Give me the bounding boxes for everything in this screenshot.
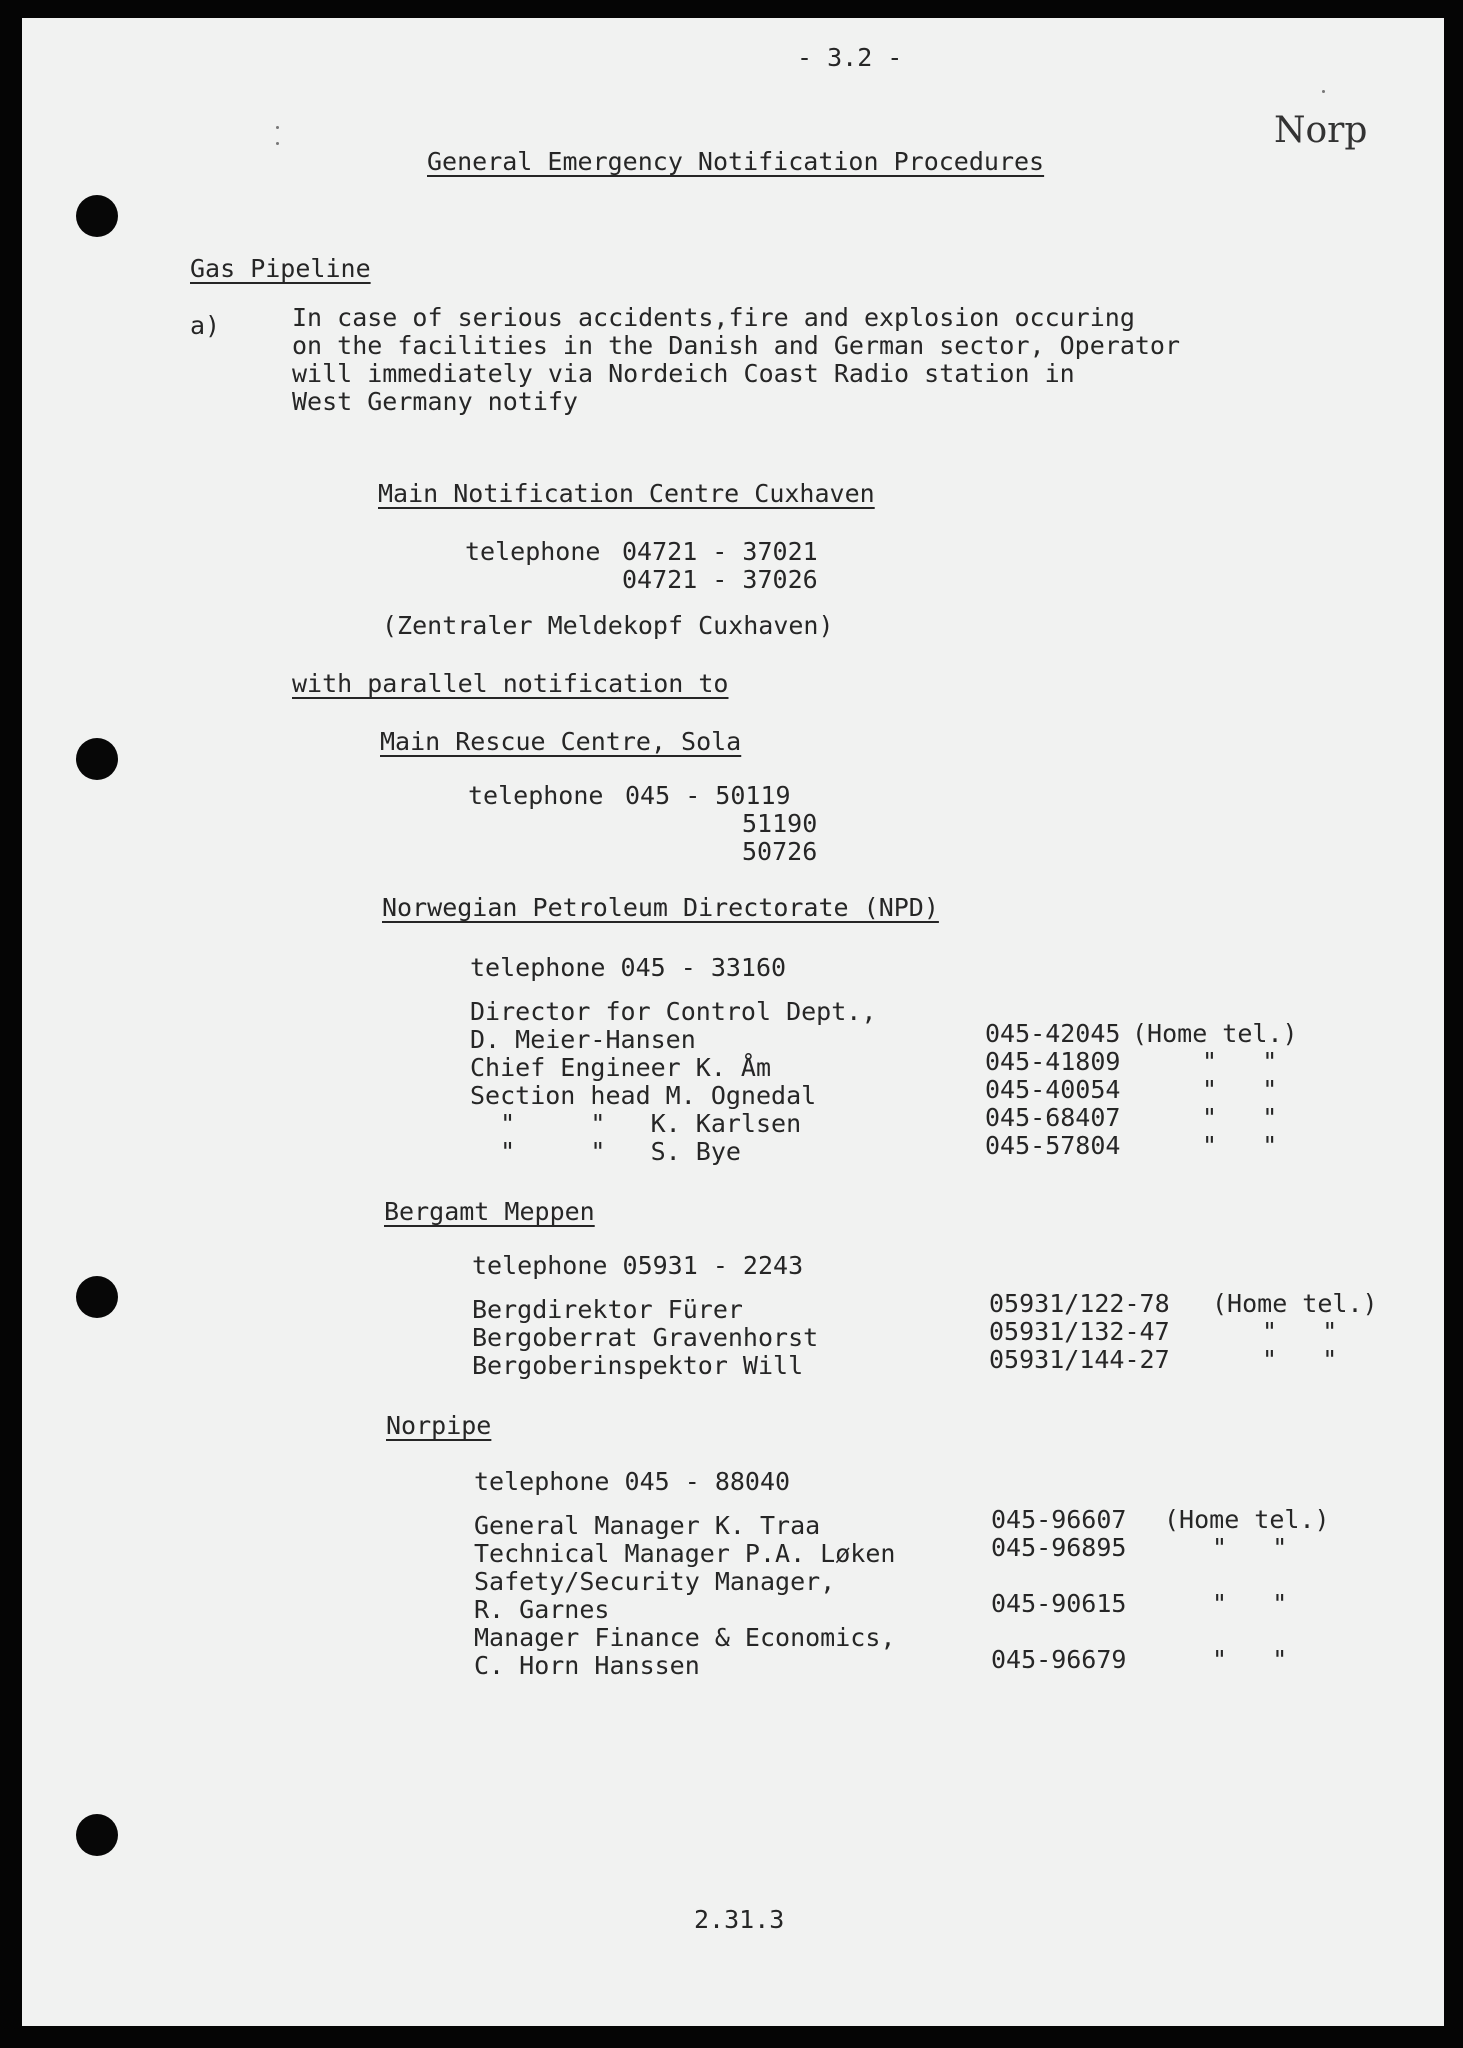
contact-note: (Home tel.) <box>1212 1289 1378 1318</box>
contact-number: 05931/144-27 <box>989 1345 1170 1374</box>
norpipe-phone-line: telephone 045 - 88040 <box>474 1467 791 1496</box>
contact-name: C. Horn Hanssen <box>474 1651 700 1680</box>
contact-number: 045-96607 <box>991 1505 1127 1534</box>
contact-number: 045-41809 <box>985 1047 1121 1076</box>
main-centre-phone-2: 04721 - 37026 <box>622 565 818 594</box>
punch-hole-2 <box>76 738 118 780</box>
bergamt-phone-line: telephone 05931 - 2243 <box>472 1251 804 1280</box>
intro-line: In case of serious accidents,fire and explosion occuring <box>292 303 1135 332</box>
rescue-heading: Main Rescue Centre, Sola <box>380 727 742 756</box>
intro-line: on the facilities in the Danish and German sector, Operator <box>292 331 1181 360</box>
contact-number: 045-57804 <box>985 1131 1121 1160</box>
main-centre-heading: Main Notification Centre Cuxhaven <box>378 479 875 508</box>
document-page <box>22 18 1444 2026</box>
contact-number: 045-40054 <box>985 1075 1121 1104</box>
punch-hole-3 <box>76 1276 118 1318</box>
contact-number: 05931/132-47 <box>989 1317 1170 1346</box>
contact-number: 045-42045 <box>985 1019 1121 1048</box>
contact-number: 045-96895 <box>991 1533 1127 1562</box>
contact-name: Bergoberrat Gravenhorst <box>472 1323 819 1352</box>
main-centre-phone-label: telephone <box>465 537 601 566</box>
contact-note: (Home tel.) <box>1164 1505 1330 1534</box>
main-centre-german-name: (Zentraler Meldekopf Cuxhaven) <box>382 611 834 640</box>
contact-note: " " <box>1212 1533 1288 1562</box>
contact-note: " " <box>1202 1047 1278 1076</box>
contact-name: D. Meier-Hansen <box>470 1025 696 1054</box>
contact-note: " " <box>1202 1075 1278 1104</box>
speck-mark <box>1322 90 1325 93</box>
contact-name: " " K. Karlsen <box>470 1109 802 1138</box>
intro-line: will immediately via Nordeich Coast Radio station in <box>292 359 1075 388</box>
contact-name: " " S. Bye <box>470 1137 741 1166</box>
punch-hole-1 <box>76 195 118 237</box>
section-heading: Gas Pipeline <box>190 254 371 283</box>
item-label: a) <box>190 311 221 340</box>
punch-hole-4 <box>76 1814 118 1856</box>
speck-mark <box>276 126 279 129</box>
contact-number: 045-96679 <box>991 1645 1127 1674</box>
contact-name: Bergdirektor Fürer <box>472 1295 743 1324</box>
speck-mark <box>276 142 279 145</box>
page-title: General Emergency Notification Procedures <box>427 147 1045 176</box>
contact-note: " " <box>1202 1131 1278 1160</box>
contact-number: 05931/122-78 <box>989 1289 1170 1318</box>
contact-name: R. Garnes <box>474 1595 610 1624</box>
npd-heading: Norwegian Petroleum Directorate (NPD) <box>382 893 939 922</box>
bergamt-heading: Bergamt Meppen <box>384 1197 595 1226</box>
contact-name: Section head M. Ognedal <box>470 1081 817 1110</box>
contact-number: 045-90615 <box>991 1589 1127 1618</box>
parallel-heading: with parallel notification to <box>292 669 729 698</box>
contact-name: Manager Finance & Economics, <box>474 1623 896 1652</box>
contact-note: " " <box>1212 1589 1288 1618</box>
contact-name: Safety/Security Manager, <box>474 1567 836 1596</box>
page-number: - 3.2 - <box>797 43 903 72</box>
norpipe-stamp: Norp <box>1274 110 1368 151</box>
contact-name: Director for Control Dept., <box>470 997 877 1026</box>
contact-name: Technical Manager P.A. Løken <box>474 1539 896 1568</box>
contact-name: General Manager K. Traa <box>474 1511 821 1540</box>
rescue-phone-2: 51190 <box>742 809 818 838</box>
contact-note: " " <box>1212 1645 1288 1674</box>
contact-note: " " <box>1202 1103 1278 1132</box>
contact-note: (Home tel.) <box>1132 1019 1298 1048</box>
contact-note: " " <box>1262 1317 1338 1346</box>
main-centre-phone-1: 04721 - 37021 <box>622 537 818 566</box>
intro-line: West Germany notify <box>292 387 578 416</box>
rescue-phone-1: 045 - 50119 <box>625 781 791 810</box>
contact-name: Chief Engineer K. Åm <box>470 1053 772 1082</box>
rescue-phone-3: 50726 <box>742 837 818 866</box>
contact-number: 045-68407 <box>985 1103 1121 1132</box>
contact-note: " " <box>1262 1345 1338 1374</box>
contact-name: Bergoberinspektor Will <box>472 1351 804 1380</box>
rescue-phone-label: telephone <box>468 781 604 810</box>
norpipe-heading: Norpipe <box>386 1411 492 1440</box>
footer-code: 2.31.3 <box>694 1905 785 1934</box>
npd-phone-line: telephone 045 - 33160 <box>470 953 787 982</box>
